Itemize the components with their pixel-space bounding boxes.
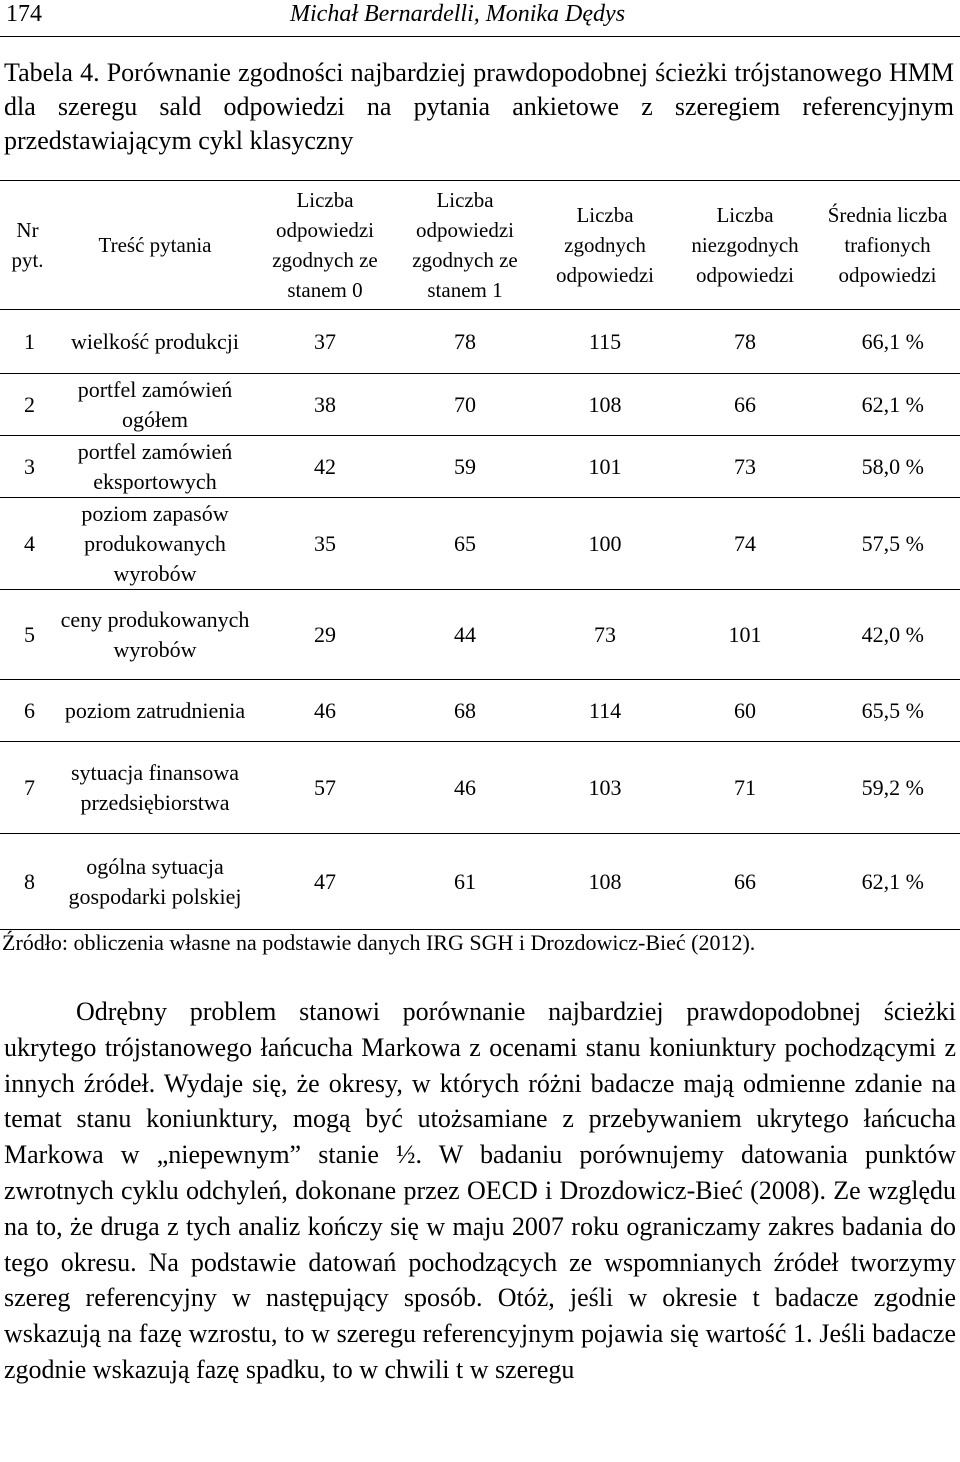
cell-state0: 47 <box>255 834 395 930</box>
table-row <box>0 590 960 680</box>
cell-state1: 65 <box>395 498 535 590</box>
cell-average: 42,0 % <box>815 590 960 680</box>
cell-disagree: 78 <box>675 310 815 374</box>
cell-state1: 44 <box>395 590 535 680</box>
column-header-average: Średnia liczba trafionych odpowiedzi <box>815 181 960 310</box>
cell-state1: 46 <box>395 742 535 834</box>
cell-agree: 114 <box>535 680 675 742</box>
cell-agree: 108 <box>535 834 675 930</box>
cell-state1: 59 <box>395 436 535 498</box>
cell-disagree: 73 <box>675 436 815 498</box>
cell-disagree: 66 <box>675 374 815 436</box>
cell-agree: 108 <box>535 374 675 436</box>
cell-average: 57,5 % <box>815 498 960 590</box>
page-header <box>0 0 960 37</box>
cell-state0: 37 <box>255 310 395 374</box>
column-header-agree: Liczba zgodnych odpowiedzi <box>535 181 675 310</box>
table-source-note: Źródło: obliczenia własne na podstawie danych IRG SGH i Drozdowicz-Bieć (2012). <box>2 930 756 955</box>
cell-state0: 57 <box>255 742 395 834</box>
table-row <box>0 742 960 834</box>
cell-agree: 101 <box>535 436 675 498</box>
column-header-question: Treść pytania <box>55 181 255 310</box>
cell-disagree: 71 <box>675 742 815 834</box>
cell-question: poziom zapasów produkowanych wyrobów <box>55 498 255 590</box>
cell-agree: 100 <box>535 498 675 590</box>
cell-nr: 3 <box>0 436 55 498</box>
cell-state0: 35 <box>255 498 395 590</box>
cell-nr: 7 <box>0 742 55 834</box>
cell-agree: 103 <box>535 742 675 834</box>
cell-nr: 2 <box>0 374 55 436</box>
cell-state0: 38 <box>255 374 395 436</box>
cell-state0: 42 <box>255 436 395 498</box>
cell-agree: 115 <box>535 310 675 374</box>
column-header-nr: Nr pyt. <box>0 181 55 310</box>
cell-average: 62,1 % <box>815 834 960 930</box>
table-row <box>0 498 960 590</box>
cell-agree: 73 <box>535 590 675 680</box>
cell-state0: 29 <box>255 590 395 680</box>
cell-disagree: 74 <box>675 498 815 590</box>
cell-state1: 68 <box>395 680 535 742</box>
table-row <box>0 680 960 742</box>
cell-question: poziom zatrudnienia <box>55 680 255 742</box>
table-row <box>0 436 960 498</box>
page-number: 174 <box>6 1 42 27</box>
comparison-table <box>0 180 960 930</box>
cell-state1: 70 <box>395 374 535 436</box>
cell-disagree: 66 <box>675 834 815 930</box>
cell-nr: 4 <box>0 498 55 590</box>
cell-average: 58,0 % <box>815 436 960 498</box>
cell-average: 62,1 % <box>815 374 960 436</box>
cell-nr: 6 <box>0 680 55 742</box>
cell-question: wielkość produkcji <box>55 310 255 374</box>
cell-question: portfel zamówień ogółem <box>55 374 255 436</box>
cell-disagree: 60 <box>675 680 815 742</box>
cell-nr: 5 <box>0 590 55 680</box>
table-header-row <box>0 181 960 310</box>
column-header-state1: Liczba odpowiedzi zgodnych ze stanem 1 <box>395 181 535 310</box>
cell-question: ceny produkowanych wyrobów <box>55 590 255 680</box>
column-header-disagree: Liczba niezgodnych odpowiedzi <box>675 181 815 310</box>
cell-disagree: 101 <box>675 590 815 680</box>
cell-average: 59,2 % <box>815 742 960 834</box>
body-paragraph: Odrębny problem stanowi porównanie najbardziej prawdopodobnej ścieżki ukrytego trójstanowego łańcucha Markowa z ocenami stanu koniunktury pochodzącymi z innych źródeł. Wydaje się, że okresy, w których różni badacze mają odmienne zdanie na temat stanu koniunktury, mogą być utożsamiane z przebywaniem ukrytego łańcucha Markowa w „niepewnym” stanie ½. W badaniu porównujemy datowania punktów zwrotnych cyklu odchyleń, dokonane przez OECD i Drozdowicz-Bieć (2008). Ze względu na to, że druga z tych analiz kończy się w maju 2007 roku ograniczamy zakres badania do tego okresu. Na podstawie datowań pochodzących ze wspomnianych źródeł tworzymy szereg referencyjny w następujący sposób. Otóż, jeśli w okresie t badacze zgodnie wskazują na fazę wzrostu, to w szeregu referencyjnym pojawia się wartość 1. Jeśli badacze zgodnie wskazują fazę spadku, to w chwili t w szeregu <box>4 997 956 1384</box>
cell-nr: 1 <box>0 310 55 374</box>
table-row <box>0 834 960 930</box>
cell-average: 66,1 % <box>815 310 960 374</box>
cell-average: 65,5 % <box>815 680 960 742</box>
cell-state0: 46 <box>255 680 395 742</box>
cell-question: sytuacja finansowa przedsiębiorstwa <box>55 742 255 834</box>
table-row <box>0 374 960 436</box>
cell-state1: 78 <box>395 310 535 374</box>
running-head-authors: Michał Bernardelli, Monika Dędys <box>290 1 626 27</box>
cell-question: ogólna sytuacja gospodarki polskiej <box>55 834 255 930</box>
cell-state1: 61 <box>395 834 535 930</box>
table-row <box>0 310 960 374</box>
column-header-state0: Liczba odpowiedzi zgodnych ze stanem 0 <box>255 181 395 310</box>
cell-question: portfel zamówień eksportowych <box>55 436 255 498</box>
table-caption: Tabela 4. Porównanie zgodności najbardziej prawdopodobnej ścieżki trójstanowego HMM dla szeregu sald odpowiedzi na pytania ankietowe z szeregiem referencyjnym przedstawiającym cykl klasyczny <box>4 58 954 155</box>
cell-nr: 8 <box>0 834 55 930</box>
